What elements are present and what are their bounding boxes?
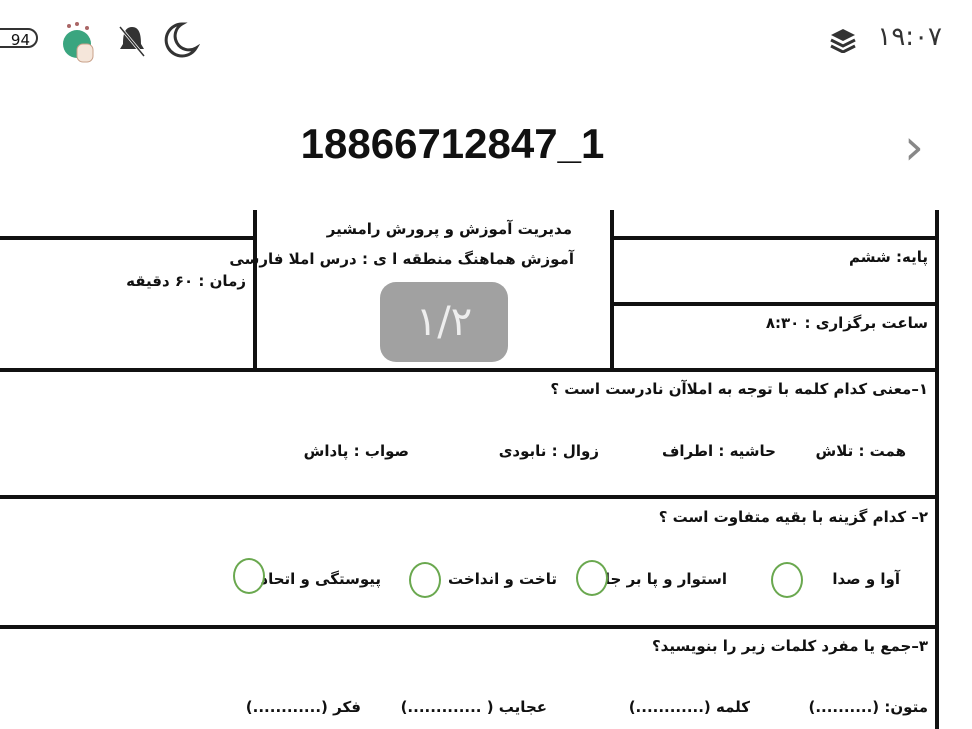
- divider: [0, 368, 939, 372]
- q2-option-label: آوا و صدا: [832, 570, 900, 588]
- q2-option-radio[interactable]: [233, 558, 265, 594]
- moon-icon: [160, 20, 200, 60]
- layers-icon: [828, 27, 858, 53]
- q2-option-label: استوار و پا بر جا: [604, 570, 727, 588]
- q2-option-radio[interactable]: [576, 560, 608, 596]
- q2-option-radio[interactable]: [771, 562, 803, 598]
- document-title: 18866712847_1: [300, 120, 605, 167]
- question-2: ۲– کدام گزینه با بقیه متفاوت است ؟: [658, 508, 928, 526]
- border-right: [935, 210, 939, 729]
- q3-item: فکر (............): [245, 698, 361, 716]
- divider: [0, 495, 939, 499]
- exam-name: آموزش هماهنگ منطقه ا ی : درس املا فارسی: [229, 250, 574, 268]
- q2-option-label: تاخت و انداخت: [448, 570, 557, 588]
- q1-option: حاشیه : اطراف: [661, 442, 776, 460]
- page-indicator: ۱/۲: [380, 282, 508, 362]
- q3-item: کلمه (............): [628, 698, 750, 716]
- divider: [610, 210, 614, 372]
- divider: [0, 625, 939, 629]
- grade-label: پایه: ششم: [849, 248, 928, 266]
- app-notification-icon: [55, 20, 107, 66]
- divider: [612, 236, 937, 240]
- bell-muted-icon: [116, 24, 148, 58]
- battery-indicator: 94: [0, 28, 38, 48]
- divider: [612, 302, 937, 306]
- q3-item: عجایب ( .............): [400, 698, 547, 716]
- q1-option: صواب : پاداش: [303, 442, 409, 460]
- q3-item: متون: (..........): [808, 698, 928, 716]
- status-time: ۱۹:۰۷: [877, 22, 942, 52]
- q1-option: همت : تلاش: [815, 442, 906, 460]
- divider: [253, 210, 257, 372]
- duration-label: زمان : ۶۰ دقیقه: [126, 272, 246, 290]
- q1-option: زوال : نابودی: [498, 442, 599, 460]
- org-name: مدیریت آموزش و پرورش رامشیر: [326, 220, 572, 238]
- exam-time-label: ساعت برگزاری : ۸:۳۰: [765, 314, 928, 332]
- divider: [0, 236, 256, 240]
- q2-option-label: پیوستگی و اتحاد: [260, 570, 381, 588]
- chevron-right-icon[interactable]: ›: [904, 118, 924, 176]
- question-1: ۱–معنی کدام کلمه با توجه به املاآن نادرست است ؟: [550, 380, 928, 398]
- question-3: ۳–جمع یا مفرد کلمات زیر را بنویسید؟: [651, 637, 928, 655]
- q2-option-radio[interactable]: [409, 562, 441, 598]
